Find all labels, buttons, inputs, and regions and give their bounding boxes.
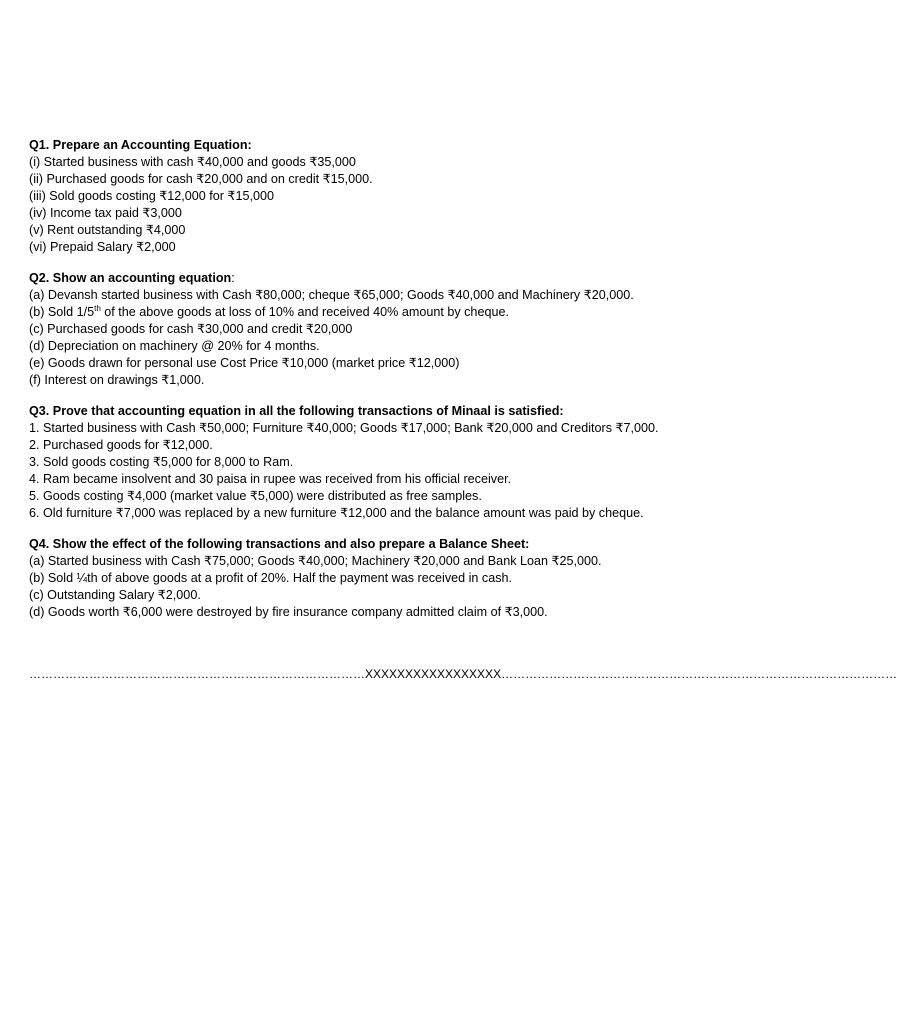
question-4-title: Q4. Show the effect of the following transactions and also prepare a Balance Sheet: xyxy=(29,537,530,551)
question-2-line-b-rest: of the above goods at loss of 10% and received 40% amount by cheque. xyxy=(100,305,509,319)
question-4-line-d: (d) Goods worth ₹6,000 were destroyed by fire insurance company admitted claim of ₹3,000. xyxy=(29,605,548,619)
question-3-line-2: 2. Purchased goods for ₹12,000. xyxy=(29,438,213,452)
question-1-title xyxy=(29,137,749,154)
end-separator xyxy=(29,666,897,682)
separator-x-marks: XXXXXXXXXXXXXXXXX xyxy=(365,667,502,681)
question-3-line-1: 1. Started business with Cash ₹50,000; Furniture ₹40,000; Goods ₹17,000; Bank ₹20,000 and Creditors ₹7,000. xyxy=(29,421,659,435)
question-3-line-3: 3. Sold goods costing ₹5,000 for 8,000 to Ram. xyxy=(29,455,294,469)
question-1-title-text: Q1. Prepare an Accounting Equation: xyxy=(29,138,252,152)
question-2-title-text: Q2. Show an accounting equation xyxy=(29,271,232,285)
question-2-line-d: (d) Depreciation on machinery @ 20% for 4 months. xyxy=(29,339,320,353)
separator-dots-right: ……………………………………………………………………………………… xyxy=(501,667,897,681)
separator-dots-left: ………………………………………………………………………… xyxy=(29,667,365,681)
question-2-line-b-start: (b) Sold 1/5 xyxy=(29,305,95,319)
question-4-line-b: (b) Sold ¼th of above goods at a profit of 20%. Half the payment was received in cash. xyxy=(29,571,513,585)
question-1-line-v: (v) Rent outstanding ₹4,000 xyxy=(29,223,186,237)
question-3-line-5: 5. Goods costing ₹4,000 (market value ₹5,000) were distributed as free samples. xyxy=(29,489,482,503)
question-3-line-4: 4. Ram became insolvent and 30 paisa in rupee was received from his official receiver. xyxy=(29,472,512,486)
question-2-line-c: (c) Purchased goods for cash ₹30,000 and credit ₹20,000 xyxy=(29,322,353,336)
question-3-line-6: 6. Old furniture ₹7,000 was replaced by a new furniture ₹12,000 and the balance amount was paid by cheque. xyxy=(29,506,644,520)
question-1-line-iii: (iii) Sold goods costing ₹12,000 for ₹15,000 xyxy=(29,189,274,203)
question-4-line-a: (a) Started business with Cash ₹75,000; Goods ₹40,000; Machinery ₹20,000 and Bank Loan ₹25,000. xyxy=(29,554,602,568)
question-2 xyxy=(29,270,749,389)
question-1-line-iv: (iv) Income tax paid ₹3,000 xyxy=(29,206,182,220)
document-body xyxy=(29,137,749,635)
question-1-line-ii: (ii) Purchased goods for cash ₹20,000 and on credit ₹15,000. xyxy=(29,172,373,186)
question-2-line-e: (e) Goods drawn for personal use Cost Price ₹10,000 (market price ₹12,000) xyxy=(29,356,460,370)
question-2-line-f: (f) Interest on drawings ₹1,000. xyxy=(29,373,205,387)
question-2-line-a: (a) Devansh started business with Cash ₹80,000; cheque ₹65,000; Goods ₹40,000 and Machinery ₹20,000. xyxy=(29,288,634,302)
question-2-title-suffix: : xyxy=(231,271,235,285)
question-4 xyxy=(29,536,749,621)
question-3-title: Q3. Prove that accounting equation in all the following transactions of Minaal is satisfied: xyxy=(29,404,564,418)
question-3 xyxy=(29,403,749,522)
question-2-line-b xyxy=(29,304,749,321)
question-2-title xyxy=(29,270,749,287)
question-1-line-vi: (vi) Prepaid Salary ₹2,000 xyxy=(29,240,176,254)
question-2-line-b-superscript: th xyxy=(94,303,101,313)
question-4-line-c: (c) Outstanding Salary ₹2,000. xyxy=(29,588,201,602)
question-1-line-i: (i) Started business with cash ₹40,000 and goods ₹35,000 xyxy=(29,155,356,169)
question-1 xyxy=(29,137,749,256)
